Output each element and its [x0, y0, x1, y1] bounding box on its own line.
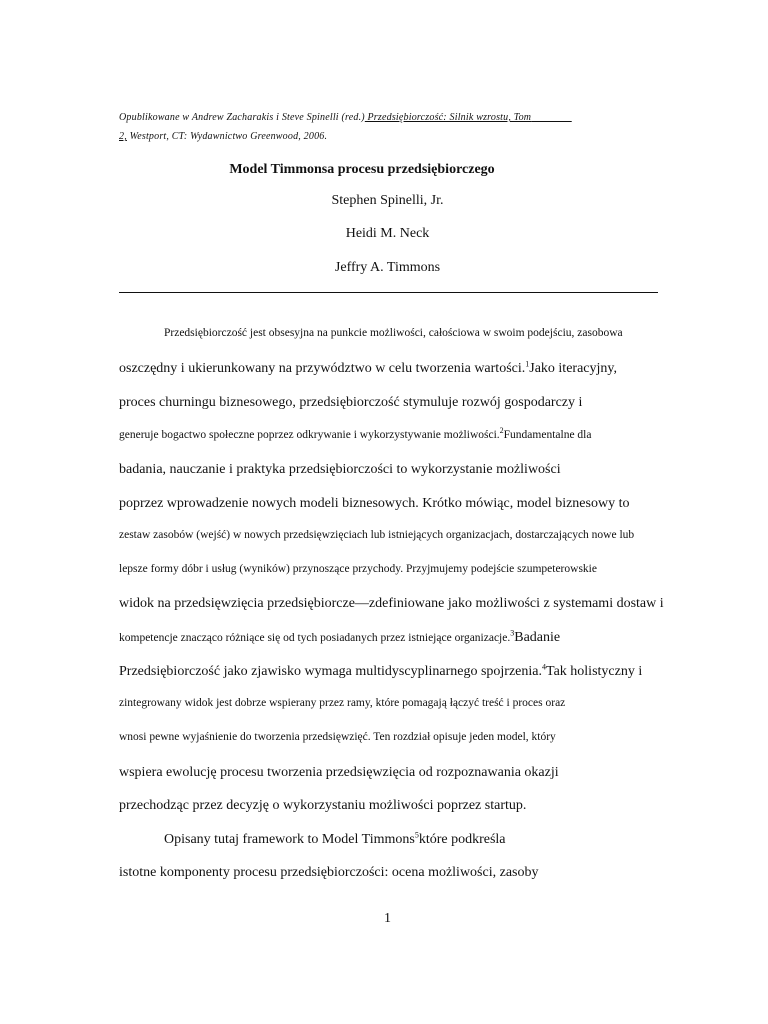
body-line-15: przechodząc przez decyzję o wykorzystaniu możliwości poprzez startup. [119, 798, 527, 813]
body-line-16: Opisany tutaj framework to Model Timmons$^5$które podkreśla [164, 830, 506, 847]
citation-rest: Westport, CT: Wydawnictwo Greenwood, 2006. [126, 131, 328, 142]
body-line-10: kompetencje znacząco różniące się od tych posiadanych przez istniejące organizacje.$^3$Badanie [119, 628, 561, 645]
page-number: 1 [384, 911, 391, 926]
body-line-6: poprzez wprowadzenie nowych modeli biznesowych. Krótko mówiąc, model biznesowy to [119, 496, 630, 511]
body-line-17: istotne komponenty procesu przedsiębiorczości: ocena możliwości, zasoby [119, 865, 539, 880]
body-line-5: badania, nauczanie i praktyka przedsiębiorczości to wykorzystanie możliwości [119, 462, 561, 477]
body-line-14: wspiera ewolucję procesu tworzenia przedsięwzięcia od rozpoznawania okazji [119, 765, 559, 780]
citation [119, 108, 659, 146]
footnote-ref-5[interactable]: 5 [414, 830, 419, 840]
citation-volume: 2, [119, 131, 127, 142]
citation-book-title: Przedsiębiorczość: Silnik wzrostu, Tom [364, 112, 532, 123]
body-line-9: widok na przedsięwzięcia przedsiębiorcze—zdefiniowane jako możliwości z systemami dostaw i [119, 596, 664, 611]
author-2: Heidi M. Neck [345, 226, 430, 241]
citation-prefix: Opublikowane w Andrew Zacharakis i Steve Spinelli (red.) [119, 112, 365, 123]
footnote-ref-4[interactable]: 4 [542, 662, 546, 672]
footnote-ref-3[interactable]: 3 [510, 628, 515, 638]
author-3: Jeffry A. Timmons [334, 260, 441, 275]
document-title: Model Timmonsa procesu przedsiębiorczego [229, 162, 495, 177]
body-line-3: proces churningu biznesowego, przedsiębiorczość stymuluje rozwój gospodarczy i [119, 395, 583, 410]
body-line-12: zintegrowany widok jest dobrze wspierany przez ramy, które pomagają łączyć treść i proces oraz [119, 697, 566, 709]
horizontal-rule [119, 292, 658, 293]
body-line-11: Przedsiębiorczość jako zjawisko wymaga multidyscyplinarnego spojrzenia.$^4$Tak holistyczny i [119, 662, 643, 679]
footnote-ref-2[interactable]: 2 [499, 426, 504, 436]
body-line-13: wnosi pewne wyjaśnienie do tworzenia przedsięwzięć. Ten rozdział opisuje jeden model, który [119, 731, 556, 743]
body-line-2: oszczędny i ukierunkowany na przywództwo w celu tworzenia wartości.$^1$Jako iteracyjny, [119, 359, 617, 376]
body-line-7: zestaw zasobów (wejść) w nowych przedsięwzięciach lub istniejących organizacjach, dostarczających nowe lub [119, 529, 635, 541]
footnote-ref-1[interactable]: 1 [525, 359, 530, 369]
body-line-4: generuje bogactwo społeczne poprzez odkrywanie i wykorzystywanie możliwości.$^2$Fundamentalne dla [119, 426, 592, 441]
body-line-8: lepsze formy dóbr i usług (wyników) przynoszące przychody. Przyjmujemy podejście szumpeterowskie [119, 563, 597, 575]
body-line-1: Przedsiębiorczość jest obsesyjna na punkcie możliwości, całościowa w swoim podejściu, zasobowa [164, 327, 623, 339]
citation-underline-fill [531, 112, 572, 123]
author-1: Stephen Spinelli, Jr. [331, 193, 444, 208]
